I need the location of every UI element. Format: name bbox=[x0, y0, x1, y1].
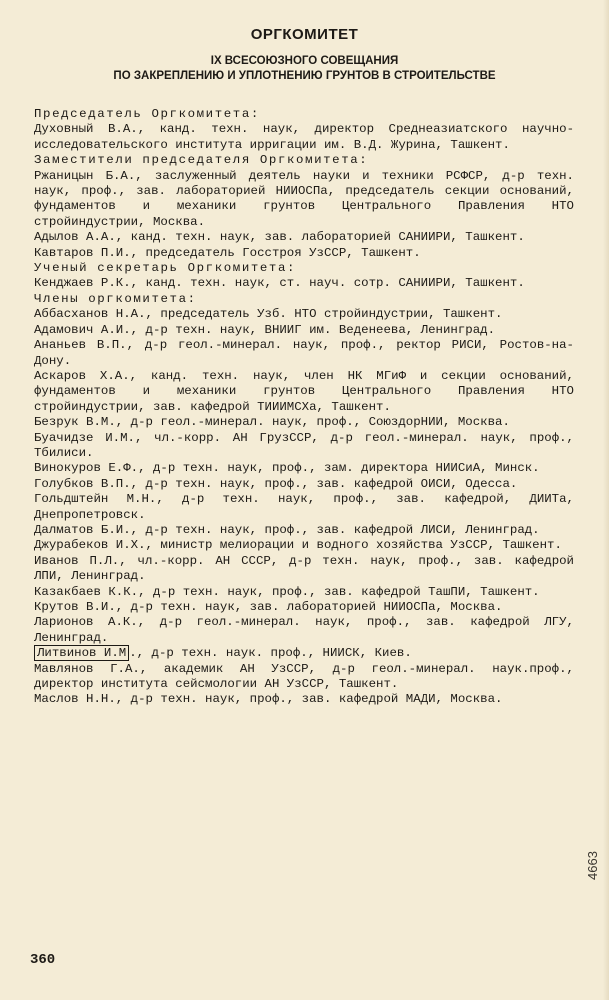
list-item: Далматов Б.И., д-р техн. наук, проф., зав. кафедрой ЛИСИ, Ленинград. bbox=[34, 522, 540, 537]
section-heading: Заместители председателя Оргкомитета: bbox=[34, 153, 369, 168]
section-heading: Члены оргкомитета: bbox=[34, 291, 197, 306]
list-item: Духовный В.А., канд. техн. наук, директор Среднеазиатского научно-исследовательского института ирригации им. В.Д. Журина, Ташкент. bbox=[34, 122, 574, 152]
list-item: Джурабеков И.Х., министр мелиорации и водного хозяйства УзССР, Ташкент. bbox=[34, 538, 562, 553]
subtitle-line: ПО ЗАКРЕПЛЕНИЮ И УПЛОТНЕНИЮ ГРУНТОВ В СТРОИТЕЛЬСТВЕ bbox=[113, 70, 496, 82]
scan-edge bbox=[603, 0, 609, 1000]
section-chairman bbox=[34, 107, 574, 153]
list-item: Ананьев В.П., д-р геол.-минерал. наук, проф., ректор РИСИ, Ростов-на-Дону. bbox=[34, 338, 574, 368]
section-deputies bbox=[34, 153, 574, 261]
section-heading: Ученый секретарь Оргкомитета: bbox=[34, 261, 297, 276]
list-item: Маслов Н.Н., д-р техн. наук, проф., зав. кафедрой МАДИ, Москва. bbox=[34, 692, 503, 707]
list-item: Аскаров Х.А., канд. техн. наук, член НК МГиФ и секции оснований, фундаментов и механики грунтов Центрального Правления НТО стройиндустрии, зав. кафедрой ТИИИМСХа, Ташкент. bbox=[34, 368, 574, 414]
list-item: Ржаницын Б.А., заслуженный деятель науки и техники РСФСР, д-р техн. наук, проф., зав. лабораторией НИИОСПа, председатель секции оснований, фундаментов и механики грунтов Центрального Правления НТО стройиндустрии, Москва. bbox=[34, 168, 574, 229]
list-item: Казакбаев К.К., д-р техн. наук, проф., зав. кафедрой ТашПИ, Ташкент. bbox=[34, 584, 540, 599]
list-item: Гольдштейн М.Н., д-р техн. наук, проф., зав. кафедрой, ДИИТа, Днепропетровск. bbox=[34, 492, 574, 522]
boxed-entry-rest: ., д-р техн. наук. проф., НИИСК, Киев. bbox=[129, 646, 412, 661]
list-item: Мавлянов Г.А., академик АН УзССР, д-р геол.-минерал. наук.проф., директор института сейсмологии АН УзССР, Ташкент. bbox=[34, 661, 574, 692]
list-item: Ларионов А.К., д-р геол.-минерал. наук, проф., зав. кафедрой ЛГУ, Ленинград. bbox=[34, 615, 574, 645]
list-item: Голубков В.П., д-р техн. наук, проф., зав. кафедрой ОИСИ, Одесса. bbox=[34, 476, 518, 491]
subtitle-line: IX ВСЕСОЮЗНОГО СОВЕЩАНИЯ bbox=[210, 55, 399, 67]
boxed-name: Литвинов И.М bbox=[34, 645, 129, 661]
margin-note: 4663 bbox=[585, 851, 600, 880]
page-title: ОРГКОМИТЕТ bbox=[250, 26, 359, 43]
section-members bbox=[34, 292, 574, 708]
list-item: Иванов П.Л., чл.-корр. АН СССР, д-р техн. наук, проф., зав. кафедрой ЛПИ, Ленинград. bbox=[34, 553, 574, 584]
list-item: Буачидзе И.М., чл.-корр. АН ГрузССР, д-р геол.-минерал. наук, проф., Тбилиси. bbox=[34, 430, 574, 460]
list-item: Адылов А.А., канд. техн. наук, зав. лабораторией САНИИРИ, Ташкент. bbox=[34, 230, 525, 245]
page-subtitle bbox=[0, 54, 609, 84]
section-heading: Председатель Оргкомитета: bbox=[34, 107, 260, 121]
list-item: Аббасханов Н.А., председатель Узб. НТО стройиндустрии, Ташкент. bbox=[34, 307, 503, 322]
list-item: Адамович А.И., д-р техн. наук, ВНИИГ им. Веденеева, Ленинград. bbox=[34, 322, 496, 337]
section-secretary bbox=[34, 261, 574, 292]
list-item: Крутов В.И., д-р техн. наук, зав. лабораторией НИИОСПа, Москва. bbox=[34, 600, 503, 614]
list-item-boxed bbox=[34, 646, 574, 661]
list-item: Кенджаев Р.К., канд. техн. наук, ст. науч. сотр. САНИИРИ, Ташкент. bbox=[34, 276, 525, 291]
list-item: Винокуров Е.Ф., д-р техн. наук, проф., зам. директора НИИСиА, Минск. bbox=[34, 461, 540, 476]
list-item: Безрук В.М., д-р геол.-минерал. наук, проф., СоюздорНИИ, Москва. bbox=[34, 415, 510, 430]
committee-list bbox=[34, 107, 574, 708]
page-number: 360 bbox=[30, 952, 56, 968]
list-item: Кавтаров П.И., председатель Госстроя УзССР, Ташкент. bbox=[34, 245, 421, 260]
